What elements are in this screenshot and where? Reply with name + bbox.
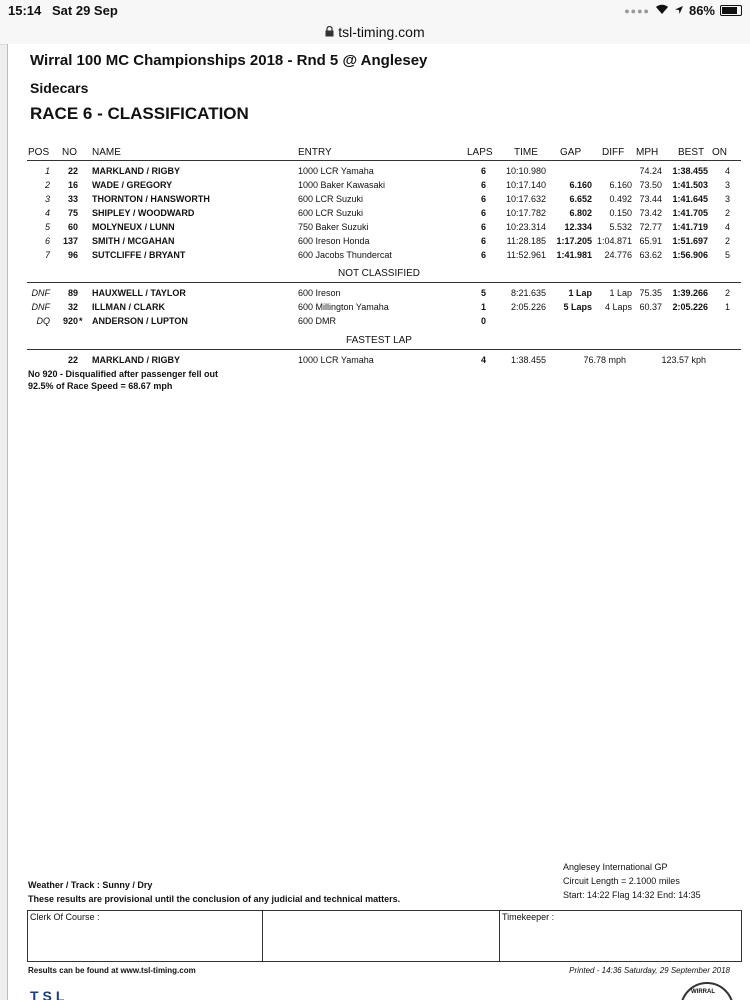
cell-gap: 5 Laps — [563, 302, 592, 312]
cell-on: 4 — [724, 222, 730, 232]
status-time: 15:14 — [8, 3, 42, 18]
cell-diff: 0.492 — [609, 194, 632, 204]
cell-mph: 74.24 — [639, 166, 662, 176]
table-row — [8, 206, 750, 220]
event-title: Wirral 100 MC Championships 2018 - Rnd 5 @ Anglesey — [30, 52, 428, 69]
note-disqualified: No 920 - Disqualified after passenger fell out — [28, 369, 219, 379]
cell-on: 5 — [724, 250, 730, 260]
not-classified-rule — [27, 282, 741, 283]
cell-pos: 7 — [44, 250, 50, 260]
cell-pos: DNF — [31, 288, 50, 298]
seal-text: WIRRAL — [691, 989, 715, 995]
cell-time: 10:17.140 — [505, 180, 546, 190]
col-no: NO — [62, 147, 77, 158]
header-rule — [27, 160, 741, 161]
cell-pos: 4 — [44, 208, 50, 218]
status-bar — [0, 0, 750, 22]
cell-entry: 750 Baker Suzuki — [298, 222, 369, 232]
col-mph: MPH — [636, 147, 659, 158]
cell-time: 11:52.961 — [506, 250, 546, 260]
cell-mph: 63.62 — [639, 250, 662, 260]
cell-on: 2 — [724, 236, 730, 246]
cell-best: 1:39.266 — [672, 288, 708, 298]
cell-entry: 600 Millington Yamaha — [298, 302, 389, 312]
col-time: TIME — [514, 147, 538, 158]
note-race-speed: 92.5% of Race Speed = 68.67 mph — [28, 381, 173, 391]
cell-no: 920 — [62, 316, 78, 326]
cell-entry: 1000 LCR Yamaha — [298, 166, 374, 176]
cell-pos: DNF — [31, 302, 50, 312]
cell-on: 2 — [724, 208, 730, 218]
cell-best: 1:41.645 — [672, 194, 708, 204]
cell-time: 10:17.632 — [505, 194, 546, 204]
middle-cell — [263, 911, 500, 961]
cell-laps: 6 — [480, 180, 486, 190]
cell-pos: 2 — [44, 180, 50, 190]
status-date: Sat 29 Sep — [52, 3, 118, 18]
cell-entry: 600 Jacobs Thundercat — [298, 250, 392, 260]
cell-gap: 6.802 — [569, 208, 592, 218]
cell-on: 1 — [724, 302, 730, 312]
cell-name: THORNTON / HANSWORTH — [92, 194, 210, 204]
fastest-lap-heading: FASTEST LAP — [346, 335, 412, 346]
cell-time: 10:17.782 — [505, 208, 546, 218]
cell-no: 89 — [67, 288, 78, 298]
col-laps: LAPS — [467, 147, 493, 158]
table-row — [8, 192, 750, 206]
fastest-no: 22 — [67, 355, 78, 365]
cell-laps: 0 — [480, 316, 486, 326]
timekeeper-label: Timekeeper : — [502, 912, 555, 922]
table-row — [8, 314, 750, 328]
cell-mph: 73.50 — [639, 180, 662, 190]
cell-entry: 600 Ireson Honda — [298, 236, 370, 246]
cell-best: 1:41.503 — [672, 180, 708, 190]
circuit-times: Start: 14:22 Flag 14:32 End: 14:35 — [563, 890, 701, 900]
cell-pos: 6 — [44, 236, 50, 246]
cell-no: 137 — [62, 236, 78, 246]
cell-mph: 65.91 — [639, 236, 662, 246]
provisional-note: These results are provisional until the conclusion of any judicial and technical matters. — [28, 894, 401, 904]
battery-icon — [720, 5, 742, 16]
cell-time: 2:05.226 — [510, 302, 546, 312]
tsl-logo: TSL — [30, 988, 69, 1000]
fastest-lap-number: 4 — [480, 355, 486, 365]
cell-gap: 6.160 — [569, 180, 592, 190]
cell-mph: 60.37 — [639, 302, 662, 312]
timekeeper-cell — [500, 911, 741, 961]
fastest-kph: 123.57 kph — [661, 355, 706, 365]
clerk-label: Clerk Of Course : — [30, 912, 100, 922]
cell-on: 3 — [724, 180, 730, 190]
table-row — [8, 178, 750, 192]
race-title: RACE 6 - CLASSIFICATION — [30, 104, 249, 123]
cell-entry: 600 LCR Suzuki — [298, 208, 364, 218]
cell-time: 11:28.185 — [506, 236, 546, 246]
signal-icon: ●●●● — [624, 5, 650, 16]
table-row — [8, 300, 750, 314]
cell-best: 1:56.906 — [672, 250, 708, 260]
cell-pos: 1 — [44, 166, 50, 176]
cell-mark: * — [79, 316, 83, 326]
cell-laps: 1 — [480, 302, 486, 312]
url-text: tsl-timing.com — [338, 24, 425, 40]
cell-name: ILLMAN / CLARK — [92, 302, 165, 312]
lock-icon — [325, 24, 338, 40]
col-best: BEST — [678, 147, 705, 158]
footer-results-link: Results can be found at www.tsl-timing.com — [28, 966, 196, 975]
col-pos: POS — [28, 147, 50, 158]
cell-gap: 1:17.205 — [556, 236, 592, 246]
cell-diff: 1:04.871 — [596, 236, 632, 246]
cell-no: 96 — [67, 250, 78, 260]
circuit-length: Circuit Length = 2.1000 miles — [563, 876, 680, 886]
cell-entry: 1000 Baker Kawasaki — [298, 180, 386, 190]
fastest-name: MARKLAND / RIGBY — [92, 355, 180, 365]
club-seal — [680, 982, 734, 1000]
fastest-time: 1:38.455 — [510, 355, 546, 365]
cell-mph: 75.35 — [639, 288, 662, 298]
wifi-icon — [655, 3, 669, 18]
status-right — [624, 3, 742, 18]
cell-laps: 6 — [480, 208, 486, 218]
not-classified-heading: NOT CLASSIFIED — [337, 268, 421, 279]
cell-diff: 24.776 — [604, 250, 632, 260]
cell-on: 4 — [724, 166, 730, 176]
col-on: ON — [712, 147, 727, 158]
cell-no: 75 — [67, 208, 78, 218]
col-gap: GAP — [560, 147, 582, 158]
cell-time: 10:23.314 — [505, 222, 546, 232]
table-row — [8, 286, 750, 300]
cell-pos: 5 — [44, 222, 50, 232]
footer-printed: Printed - 14:36 Saturday, 29 September 2018 — [569, 966, 730, 975]
cell-laps: 6 — [480, 236, 486, 246]
cell-gap: 12.334 — [564, 222, 592, 232]
cell-pos: DQ — [36, 316, 50, 326]
cell-on: 2 — [724, 288, 730, 298]
cell-gap: 1:41.981 — [556, 250, 592, 260]
cell-diff: 4 Laps — [604, 302, 632, 312]
location-icon — [674, 3, 684, 18]
cell-laps: 5 — [480, 288, 486, 298]
cell-diff: 1 Lap — [609, 288, 632, 298]
cell-name: ANDERSON / LUPTON — [92, 316, 188, 326]
table-header — [8, 146, 750, 160]
cell-no: 32 — [67, 302, 78, 312]
clerk-cell — [28, 911, 263, 961]
cell-diff: 5.532 — [609, 222, 632, 232]
cell-laps: 6 — [480, 194, 486, 204]
cell-mph: 72.77 — [639, 222, 662, 232]
cell-best: 2:05.226 — [672, 302, 708, 312]
circuit-name: Anglesey International GP — [563, 862, 668, 872]
cell-entry: 600 LCR Suzuki — [298, 194, 364, 204]
cell-best: 1:38.455 — [672, 166, 708, 176]
fastest-entry: 1000 LCR Yamaha — [298, 355, 374, 365]
cell-no: 60 — [67, 222, 78, 232]
class-title: Sidecars — [30, 80, 89, 96]
cell-diff: 6.160 — [609, 180, 632, 190]
cell-mph: 73.44 — [639, 194, 662, 204]
table-row — [8, 248, 750, 262]
cell-name: MOLYNEUX / LUNN — [92, 222, 175, 232]
fastest-mph: 76.78 mph — [583, 355, 626, 365]
battery-percent: 86% — [688, 3, 715, 18]
col-name: NAME — [92, 147, 121, 158]
cell-best: 1:41.719 — [672, 222, 708, 232]
cell-best: 1:41.705 — [672, 208, 708, 218]
cell-name: SUTCLIFFE / BRYANT — [92, 250, 186, 260]
cell-gap: 6.652 — [569, 194, 592, 204]
col-diff: DIFF — [602, 147, 625, 158]
cell-laps: 6 — [480, 166, 486, 176]
cell-pos: 3 — [44, 194, 50, 204]
results-document — [7, 44, 750, 1000]
cell-gap: 1 Lap — [568, 288, 592, 298]
cell-name: HAUXWELL / TAYLOR — [92, 288, 186, 298]
cell-entry: 600 Ireson — [298, 288, 341, 298]
cell-entry: 600 DMR — [298, 316, 337, 326]
cell-diff: 0.150 — [609, 208, 632, 218]
cell-time: 8:21.635 — [510, 288, 546, 298]
signature-box — [27, 910, 742, 962]
cell-on: 3 — [724, 194, 730, 204]
cell-no: 22 — [67, 166, 78, 176]
table-row — [8, 220, 750, 234]
cell-laps: 6 — [480, 250, 486, 260]
col-entry: ENTRY — [298, 147, 332, 158]
table-row — [8, 164, 750, 178]
fastest-lap-rule — [27, 349, 741, 350]
url-bar[interactable] — [0, 22, 750, 45]
table-row — [8, 234, 750, 248]
cell-mph: 73.42 — [639, 208, 662, 218]
cell-best: 1:51.697 — [672, 236, 708, 246]
cell-name: MARKLAND / RIGBY — [92, 166, 180, 176]
cell-name: WADE / GREGORY — [92, 180, 173, 190]
cell-time: 10:10.980 — [505, 166, 546, 176]
battery-fill — [722, 7, 737, 14]
cell-laps: 6 — [480, 222, 486, 232]
cell-name: SMITH / MCGAHAN — [92, 236, 175, 246]
cell-no: 16 — [67, 180, 78, 190]
fastest-lap-row — [8, 353, 750, 367]
cell-name: SHIPLEY / WOODWARD — [92, 208, 195, 218]
weather-track: Weather / Track : Sunny / Dry — [28, 880, 153, 890]
cell-no: 33 — [67, 194, 78, 204]
